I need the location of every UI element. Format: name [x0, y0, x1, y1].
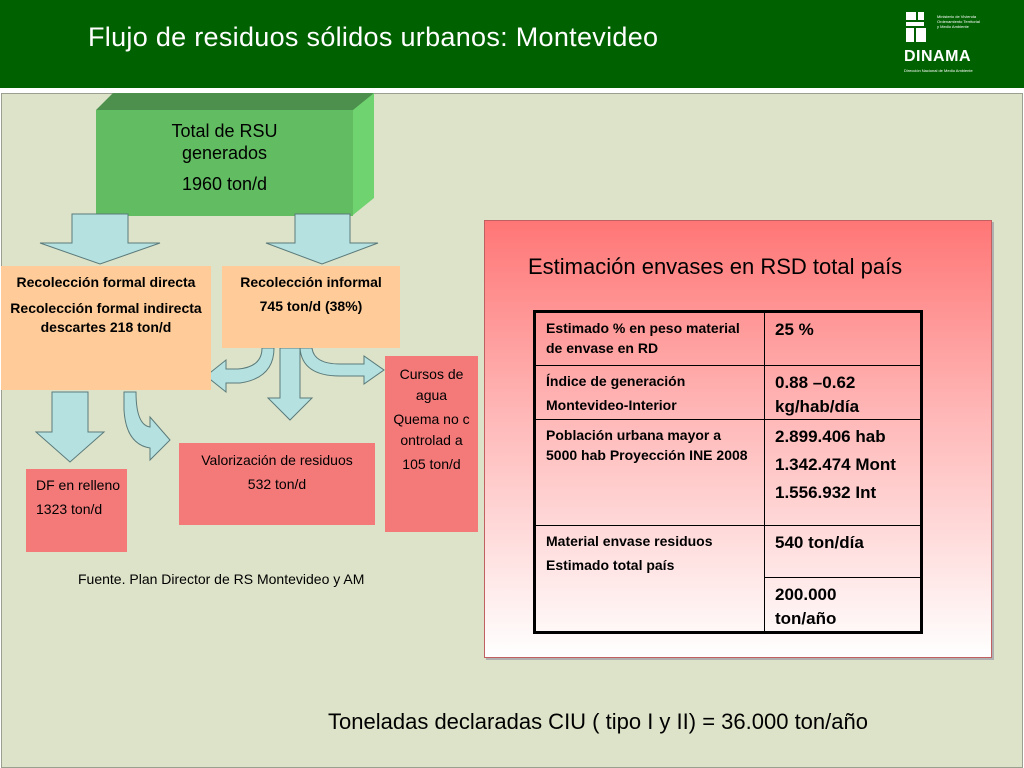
cell-text: Estimado total país [546, 557, 675, 573]
logo-subtitle: Dirección Nacional de Medio Ambiente [904, 68, 973, 73]
cell-text: Material envase residuos [546, 533, 713, 549]
quema-title: Quema no controlad a [393, 411, 470, 448]
arrow-informal-to-cursos [300, 348, 384, 384]
table-row [535, 420, 922, 526]
informal-collection-value: 745 ton/d (38%) [259, 298, 363, 314]
table-cell-label [535, 420, 765, 526]
page-title: Flujo de residuos sólidos urbanos: Montevideo [88, 22, 659, 52]
estimate-table [533, 310, 923, 634]
cell-text: Montevideo-Interior [546, 397, 677, 413]
table-cell-value [765, 526, 922, 578]
cell-text: 200.000 ton/año [775, 585, 837, 628]
table-row [535, 366, 922, 420]
arrow-formal-to-valorizacion [124, 392, 170, 460]
informal-collection-box [222, 266, 400, 348]
cursos-agua-title: Cursos de agua [399, 366, 464, 403]
cell-text: 1.556.932 Int [775, 483, 877, 502]
valorizacion-box [179, 443, 375, 525]
total-rsu-value: 1960 ton/d [181, 174, 268, 194]
table-cell-value [765, 578, 922, 633]
table-cell-value [765, 366, 922, 420]
logo-line: Ministerio de Vivienda [937, 14, 977, 19]
cell-text: 25 % [775, 320, 814, 339]
df-relleno-value: 1323 ton/d [36, 501, 103, 517]
arrow-to-df [36, 392, 104, 462]
cell-text: Población urbana mayor a 5000 hab Proyección INE 2008 [546, 427, 748, 463]
logo-name: DINAMA [904, 48, 971, 65]
table-cell-value [765, 420, 922, 526]
df-relleno-title: DF en relleno [36, 477, 121, 493]
cell-text: 540 ton/día [775, 533, 864, 552]
formal-collection-box [1, 266, 211, 390]
cell-text: Índice de generación [546, 373, 686, 389]
arrow-to-informal [266, 214, 378, 264]
valorizacion-value: 532 ton/d [247, 476, 307, 492]
arrow-to-formal [40, 214, 160, 264]
valorizacion-title: Valorización de residuos [201, 452, 353, 468]
cursos-agua-value: 105 ton/d [402, 456, 461, 472]
total-rsu-label-2: generados [181, 143, 268, 163]
cursos-agua-box [385, 356, 478, 532]
table-row [535, 312, 922, 366]
table-cell-value [765, 312, 922, 366]
arrow-informal-to-formal [206, 348, 274, 392]
df-relleno-box [26, 469, 127, 552]
table-row [535, 526, 922, 578]
table-cell-label [535, 526, 765, 633]
estimate-title: Estimación envases en RSD total país [528, 254, 903, 279]
logo-line: Ordenamiento Territorial [937, 19, 980, 24]
informal-collection-title: Recolección informal [240, 274, 382, 290]
source-note: Fuente. Plan Director de RS Montevideo y AM [78, 571, 365, 587]
logo-line: y Medio Ambiente [937, 24, 969, 29]
formal-collection-indirect: Recolección formal indirecta descartes 218 ton/d [10, 300, 202, 335]
cell-text: 1.342.474 Mont [775, 455, 896, 474]
ciu-total-note: Toneladas declaradas CIU ( tipo I y II) = 36.000 ton/año [328, 709, 868, 734]
formal-collection-direct: Recolección formal directa [16, 274, 196, 290]
cell-text: Estimado % en peso material de envase en RD [546, 320, 740, 356]
cell-text: 0.88 –0.62 kg/hab/día [775, 373, 860, 416]
total-rsu-label-1: Total de RSU [171, 121, 278, 141]
table-cell-label [535, 366, 765, 420]
cell-text: 2.899.406 hab [775, 427, 886, 446]
table-cell-label [535, 312, 765, 366]
